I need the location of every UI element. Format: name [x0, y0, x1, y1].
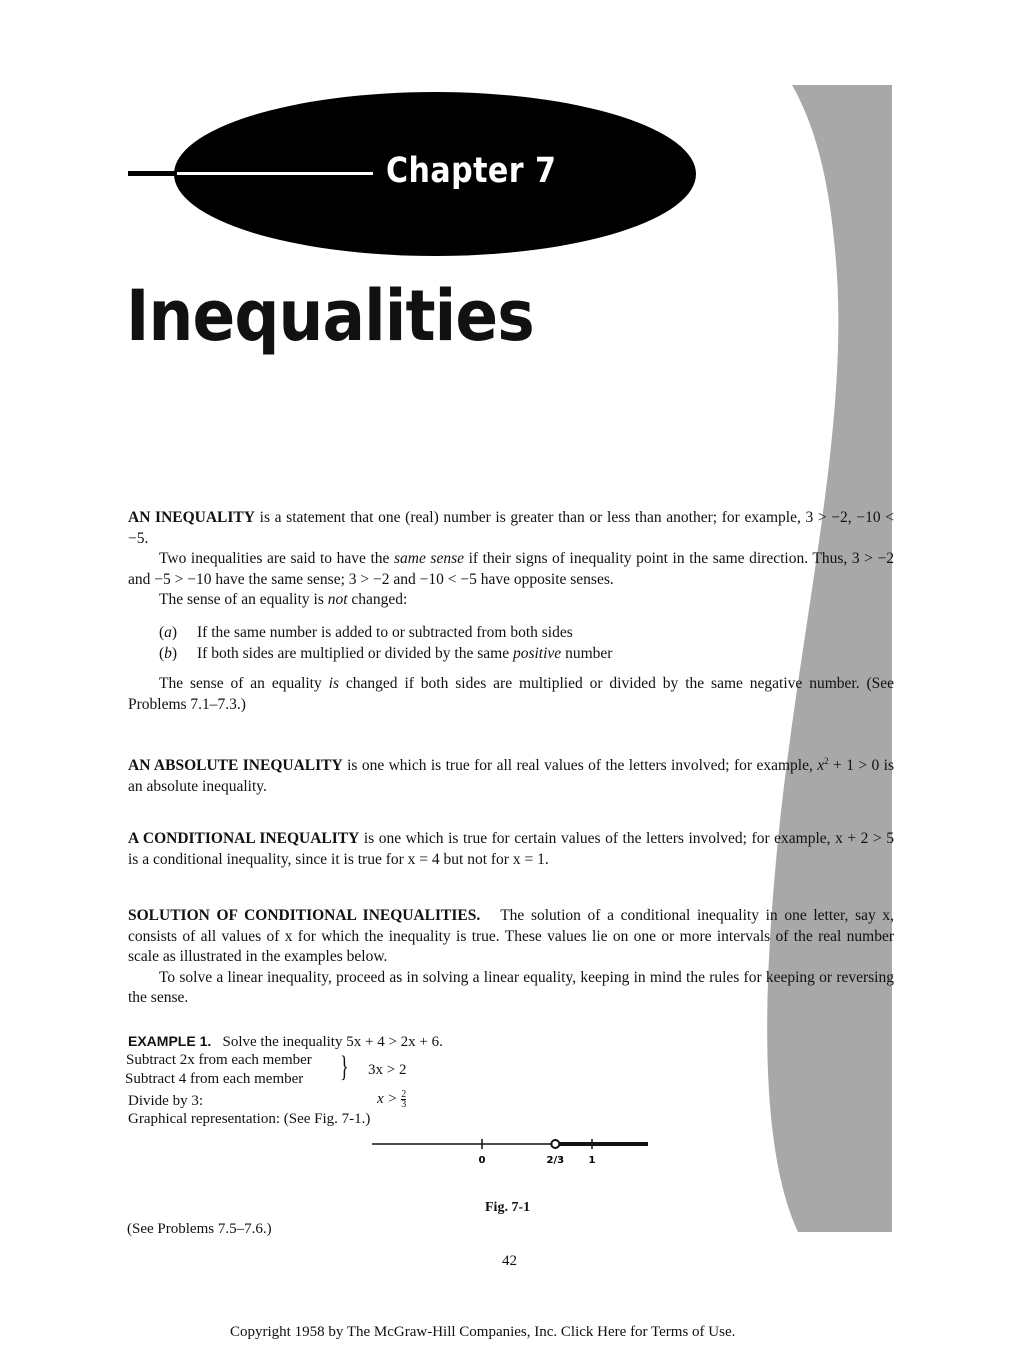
- brace-icon: }: [340, 1050, 349, 1083]
- sense-not-changed-b: changed:: [347, 591, 408, 609]
- sense-not-changed-a: The sense of an equality is: [159, 591, 328, 609]
- tick-label: 2/3: [546, 1155, 565, 1166]
- copyright-footer[interactable]: Copyright 1958 by The McGraw-Hill Companies, Inc. Click Here for Terms of Use.: [230, 1324, 736, 1340]
- term-inequality: AN INEQUALITY: [128, 509, 255, 526]
- list-item-emphasis: positive: [512, 645, 562, 662]
- absolute-expr-sup: 2: [824, 756, 829, 766]
- sense-changed-emphasis: is: [328, 675, 339, 692]
- sense-changed-a: The sense of an equality: [159, 675, 329, 692]
- fraction-numerator: 2: [401, 1089, 407, 1101]
- example-step-12-result: 3x > 2: [368, 1062, 407, 1078]
- inequality-definition: is a statement that one (real) number is greater than or less than another; for example, 3 > −2, −10 < −5.: [128, 509, 894, 547]
- term-conditional: A CONDITIONAL INEQUALITY: [128, 830, 360, 847]
- same-sense-emphasis: same sense: [393, 550, 464, 568]
- example-step-1: Subtract 2x from each member: [126, 1052, 312, 1068]
- tick-label: 0: [478, 1155, 486, 1166]
- list-item-label: b: [164, 645, 172, 662]
- term-absolute: AN ABSOLUTE INEQUALITY: [128, 757, 343, 775]
- list-item: (b) If both sides are multiplied or divided by the same positive number: [159, 645, 613, 662]
- open-point: [551, 1140, 559, 1148]
- same-sense-text-a: Two inequalities are said to have the: [159, 550, 394, 568]
- see-problems: (See Problems 7.5–7.6.): [127, 1221, 272, 1237]
- conditional-text: is one which is true for certain values of the letters involved; for example, x + 2 > 5 is a conditional inequality, since it is true for x = 4 but not for x = 1.: [128, 830, 894, 868]
- absolute-text-b: + 1 > 0 is an absolute inequality.: [128, 757, 894, 795]
- term-solution: SOLUTION OF CONDITIONAL INEQUALITIES.: [128, 907, 481, 924]
- absolute-expr-x: x: [817, 757, 825, 775]
- solution-text-2: To solve a linear inequality, proceed as in solving a linear equality, keeping in mind the rules for keeping or reversing the sense.: [128, 968, 894, 1007]
- page-number: 42: [502, 1253, 517, 1269]
- tick-label: 1: [588, 1155, 596, 1166]
- example-label: EXAMPLE 1.: [128, 1033, 212, 1049]
- list-item: (a) If the same number is added to or subtracted from both sides: [159, 624, 573, 641]
- chapter-label: Chapter 7: [386, 151, 557, 191]
- example-statement: Solve the inequality 5x + 4 > 2x + 6.: [222, 1034, 443, 1050]
- figure-caption: Fig. 7-1: [485, 1200, 531, 1215]
- list-item-text: If the same number is added to or subtracted from both sides: [197, 624, 573, 641]
- absolute-text-a: is one which is true for all real values of the letters involved; for example,: [342, 757, 818, 775]
- list-item-label: a: [164, 624, 172, 641]
- fraction-denominator: 3: [401, 1099, 407, 1111]
- list-item-tail: number: [561, 645, 613, 662]
- same-sense-text-b: if their signs of inequality point in the same direction. Thus, 3 > −2 and −5 > −10 have the same sense; 3 > −2 and −10 < −5 have opposite senses.: [128, 550, 894, 588]
- solution-text: The solution of a conditional inequality in one letter, say x, consists of all values of x for which the inequality is true. These values lie on one or more intervals of the real number scale as illustrated in the examples below.: [128, 907, 895, 966]
- list-item-text: If both sides are multiplied or divided by the same: [197, 645, 513, 662]
- example-step-3-lhs: x >: [377, 1091, 398, 1107]
- chapter-title: Inequalities: [126, 275, 534, 357]
- example-step-2: Subtract 4 from each member: [125, 1071, 304, 1087]
- sense-not-emphasis: not: [327, 591, 348, 609]
- example-step-4: Graphical representation: (See Fig. 7-1.): [128, 1111, 371, 1127]
- example-step-3: Divide by 3:: [128, 1093, 203, 1109]
- sense-changed-b: changed if both sides are multiplied or divided by the same negative number. (See Problems 7.1–7.3.): [128, 675, 895, 713]
